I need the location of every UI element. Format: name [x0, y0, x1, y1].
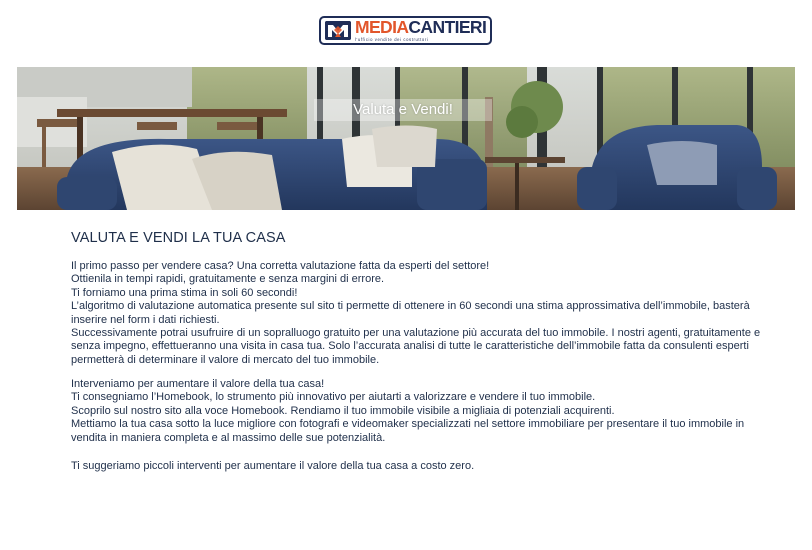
section-valuation	[71, 260, 771, 367]
logo-wordmark	[355, 19, 486, 37]
logo-tagline: l'ufficio vendite dei costruttori	[355, 36, 429, 42]
logo-word-media: MEDIA	[355, 17, 409, 38]
paragraph: Mettiamo la tua casa sotto la luce migliore con fotografi e videomaker specializzati nel settore immobiliare per presentare il tuo immobile in vendita in maniera completa e al massimo delle sue potenzialità.	[71, 418, 745, 444]
section-suggestions	[71, 460, 771, 473]
paragraph: Ti consegniamo l’Homebook, lo strumento più innovativo per aiutarti a valorizzare e vendere il tuo immobile.	[71, 391, 596, 404]
hero-living-room-image	[17, 67, 795, 210]
paragraph: Successivamente potrai usufruire di un sopralluogo gratuito per una valutazione più accurata del tuo immobile. I nostri agenti, gratuitamente e senza impegno, effettueranno una visita in casa tua. Solo l’accurata analisi di tutte le caratteristiche dell’immobile fatta da consulenti esperti permetterà di determinare il valore di mercato del tuo immobile.	[71, 327, 761, 366]
paragraph: Ti suggeriamo piccoli interventi per aumentare il valore della tua casa a costo zero.	[71, 460, 475, 472]
logo-mark-icon	[325, 21, 351, 40]
hero-banner	[17, 67, 795, 210]
banner-title: Valuta e Vendi!	[353, 101, 453, 118]
main-content	[71, 230, 771, 472]
logo-text	[355, 19, 486, 42]
paragraph: L’algoritmo di valutazione automatica presente sul sito ti permette di ottenere in 60 secondi una stima approssimativa dell’immobile, basterà inserire nel form i dati richiesti.	[71, 300, 750, 326]
paragraph: Ti forniamo una prima stima in soli 60 secondi!	[71, 286, 298, 299]
paragraph: Interveniamo per aumentare il valore della tua casa!	[71, 378, 325, 390]
section-homebook	[71, 378, 771, 445]
paragraph: Ottienila in tempi rapidi, gratuitamente e senza margini di errore.	[71, 273, 385, 286]
page-heading: VALUTA E VENDI LA TUA CASA	[71, 230, 286, 246]
logo-word-cantieri: CANTIERI	[408, 17, 487, 38]
paragraph: Scoprilo sul nostro sito alla voce Homebook. Rendiamo il tuo immobile visibile a migliaia di potenziali acquirenti.	[71, 404, 615, 417]
mediacantieri-logo[interactable]	[319, 16, 492, 45]
paragraph: Il primo passo per vendere casa? Una corretta valutazione fatta da esperti del settore!	[71, 260, 490, 272]
